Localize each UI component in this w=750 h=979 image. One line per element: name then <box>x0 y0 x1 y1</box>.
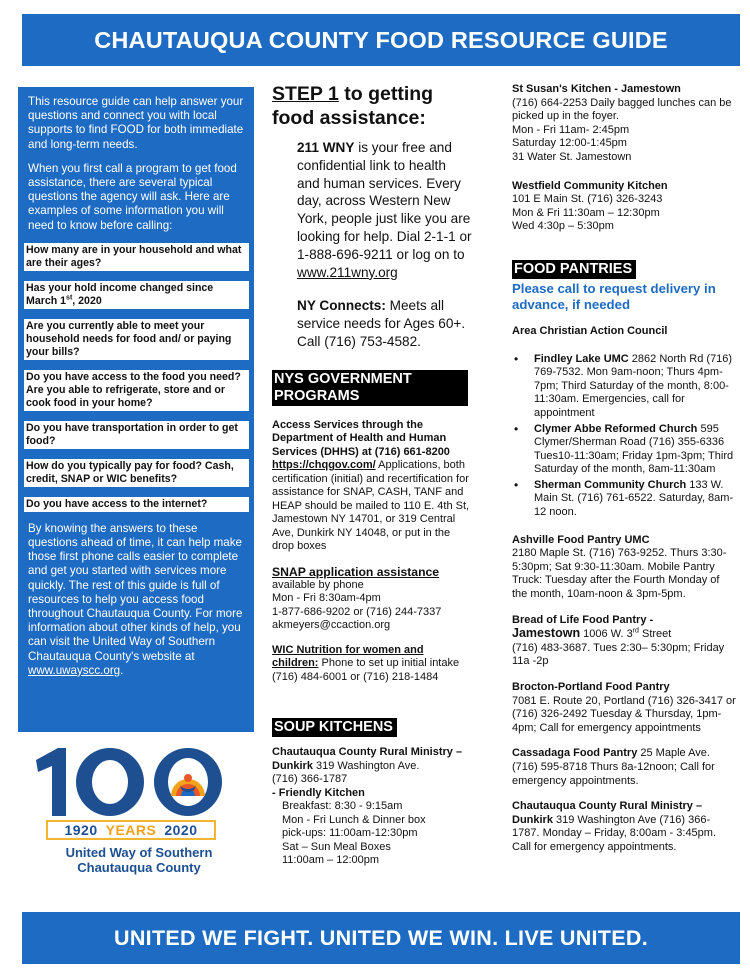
centennial-100-graphic <box>28 742 250 822</box>
acac-list <box>512 353 736 520</box>
page-title: CHAUTAUQUA COUNTY FOOD RESOURCE GUIDE <box>94 26 668 53</box>
211wny-link[interactable]: www.211wny.org <box>297 264 398 280</box>
question-needs: Are you currently able to meet your household needs for food and/ or paying your bills? <box>24 319 249 360</box>
slogan-banner <box>22 912 740 964</box>
211-wny-info: 211 WNY is your free and confidential link to health and human services. Every day, across Western New York, people just like you are looking for help. Dial 2-1-1 or 1-888-696-9211 or log on to www.211wny.org <box>297 140 472 280</box>
middle-column <box>272 82 472 868</box>
united-way-100-logo <box>28 742 250 892</box>
question-internet: Do you have access to the internet? <box>24 497 249 512</box>
soup-kitchens-heading: SOUP KITCHENS <box>272 718 397 737</box>
sidebar-closing: By knowing the answers to these questions ahead of time, it can help make those first phone calls easier to complete and get you started with services more quickly. The rest of this guide is full of resources to help you access food throughout Chautauqua County. For more information about other kinds of help, you can visit the United Way of Southern Chautauqua County's website at www.uwayscc.org. <box>28 521 243 677</box>
ny-connects-info: NY Connects: Meets all service needs for Ages 60+. Call (716) 753-4582. <box>297 298 466 349</box>
step-1-text <box>297 139 472 351</box>
slogan: UNITED WE FIGHT. UNITED WE WIN. LIVE UNITED. <box>114 925 648 950</box>
year-end: 2020 <box>164 822 198 838</box>
snap-title: SNAP application assistance <box>272 564 440 579</box>
years-word: YEARS <box>105 822 157 838</box>
snap-section <box>272 565 472 633</box>
year-start: 1920 <box>64 822 98 838</box>
nys-programs-heading: NYS GOVERNMENT PROGRAMS <box>272 370 468 406</box>
sidebar-intro: This resource guide can help answer your questions and connect you with local supports to find FOOD for both immediate and long-term needs. <box>28 95 244 151</box>
acac-title: Area Christian Action Council <box>512 324 668 337</box>
list-item: • Findley Lake UMC 2862 North Rd (716) 769-7532. Mon 9am-noon; Thurs 4pm-7pm; Third Saturday of the month, 8:00-11:30am. Emergencies, call for appointment <box>512 353 736 421</box>
list-item: • Sherman Community Church 133 W. Main St. (716) 761-6522. Saturday, 8am-12 noon. <box>512 479 736 520</box>
question-transport: Do you have transportation in order to get food? <box>24 421 249 449</box>
cassadaga-pantry: Cassadaga Food Pantry 25 Maple Ave. (716) 595-8718 Thurs 8a-12noon; Call for emergency appointments. <box>512 747 715 787</box>
rural-ministry-soup: Chautauqua County Rural Ministry – Dunkirk 319 Washington Ave. (716) 366-1787 - Friendly Kitchen Breakfast: 8:30 - 9:15am Mon - Fri Lunch & Dinner box pick-ups: 11:00am-12:30pm Sat – Sun Meal Boxes 11:00am – 12:00pm <box>272 746 472 868</box>
bread-of-life-pantry: Bread of Life Food Pantry - Jamestown 1006 W. 3rd Street (716) 483-3687. Tues 2:30– 5:30pm; Friday 11a -2p <box>512 613 725 668</box>
friendly-kitchen-hours: Breakfast: 8:30 - 9:15am Mon - Fri Lunch & Dinner box pick-ups: 11:00am-12:30pm Sat – Sun Meal Boxes 11:00am – 12:00pm <box>282 800 426 867</box>
title-banner <box>22 14 740 66</box>
st-susans-kitchen: St Susan's Kitchen - Jamestown (716) 664-2253 Daily bagged lunches can be picked up in the foyer. Mon - Fri 11am- 2:45pm Saturday 12:00-1:45pm 31 Water St. Jamestown <box>512 83 732 163</box>
food-pantries-heading: FOOD PANTRIES <box>512 260 636 279</box>
ashville-pantry: Ashville Food Pantry UMC 2180 Maple St. (716) 763-9252. Thurs 3:30-5:30pm; Sat 9:30-11:30am. Mobile Pantry Truck: Tuesday after the Fourth Monday of the month, 10am-noon & 3pm-5pm. <box>512 533 727 601</box>
snap-details: available by phone Mon - Fri 8:30am-4pm 1-877-686-9202 or (716) 244-7337 akmeyers@ccaction.org <box>272 578 442 632</box>
question-payment: How do you typically pay for food? Cash, credit, SNAP or WIC benefits? <box>24 459 249 487</box>
question-household: How many are in your household and what are their ages? <box>24 243 249 271</box>
intro-sidebar <box>18 87 254 732</box>
brocton-portland-pantry: Brocton-Portland Food Pantry 7081 E. Route 20, Portland (716) 326-3417 or (716) 326-2492 Tuesday & Thursday, 1pm-4pm; Call for emergency appointments <box>512 681 736 734</box>
question-access: Do you have access to the food you need? Are you able to refrigerate, store and or cook food in your home? <box>24 370 249 411</box>
organization-name: United Way of Southern Chautauqua County <box>65 845 213 875</box>
question-income: Has your hold income changed since March 1st, 2020 <box>24 281 249 309</box>
westfield-kitchen: Westfield Community Kitchen 101 E Main St. (716) 326-3243 Mon & Fri 11:30am – 12:30pm Wed 4:30p – 5:30pm <box>512 179 668 233</box>
uwayscc-link[interactable]: www.uwayscc.org <box>28 663 121 677</box>
list-item: • Clymer Abbe Reformed Church 595 Clymer/Sherman Road (716) 355-6336 Tues10-11:30am; Friday 1pm-3pm; Third Saturday of the month, 8am-11:30am <box>512 423 736 477</box>
pantries-delivery-note: Please call to request delivery in advance, if needed <box>512 280 716 312</box>
wic-section: WIC Nutrition for women and children: Phone to set up initial intake (716) 484-6001 or (716) 218-1484 <box>272 643 460 683</box>
chqgov-link[interactable]: https://chqgov.com/ <box>272 459 376 472</box>
years-band <box>46 820 216 840</box>
rural-ministry-pantry: Chautauqua County Rural Ministry – Dunkirk 319 Washington Ave (716) 366-1787. Monday – Friday, 8:00am - 3:45pm. Call for emergency appointments. <box>512 800 717 853</box>
dhhs-info: Access Services through the Department of Health and Human Services (DHHS) at (716) 661-8200 https://chqgov.com/ Applications, both certification (initial) and recertification for assistance for SNAP, CASH, TANF and HEAP should be mailed to 110 E. 4th St, Jamestown NY 14701, or 319 Central Ave, Dunkirk NY 14048, or put in the drop boxes <box>272 418 470 553</box>
sidebar-intro-2: When you first call a program to get food assistance, there are several typical questions the agency will ask. Here are examples of some information you will need to know before calling: <box>28 161 237 232</box>
step-1-title: STEP 1 to getting food assistance: <box>272 83 434 129</box>
right-column <box>512 83 736 867</box>
